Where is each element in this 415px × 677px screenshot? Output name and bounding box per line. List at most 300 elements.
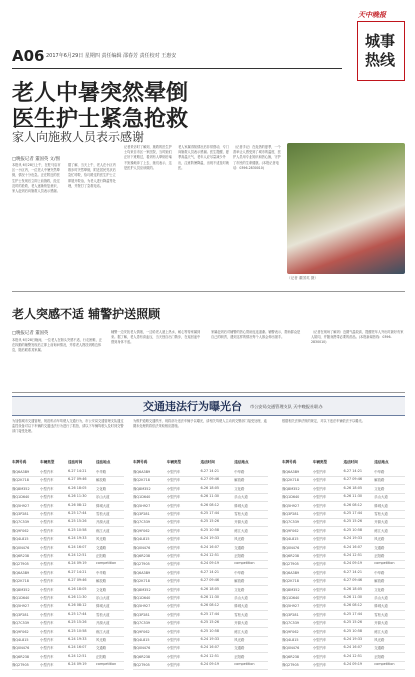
table-cell: 小型汽车 — [312, 554, 327, 558]
table-cell: 文化路 — [96, 486, 107, 491]
table-cell: 乐山大道 — [234, 495, 248, 500]
table-cell: 豫Q7C539 — [282, 621, 300, 626]
table-cell: 雪松大道 — [234, 512, 248, 516]
second-column-3: 家属赶到后对辅警的热心帮助连连道谢。辅警表示，帮助群众是自己的职责，遇到这样的情况每个人都会伸出援手。 — [211, 330, 301, 340]
table-cell: 6-27 09:46 — [343, 578, 363, 583]
table-cell: 乐山大道 — [96, 495, 110, 500]
table-header-cell: 违法时间 — [343, 460, 358, 464]
table-cell: 解放路 — [234, 579, 245, 584]
table-cell: 豫Q4L815 — [12, 537, 29, 542]
table-cell: 豫Q6A3B9 — [282, 570, 300, 575]
table-cell: 小型汽车 — [40, 562, 54, 567]
table-cell: 小型汽车 — [40, 587, 54, 592]
table-cell: 小型汽车 — [166, 579, 181, 584]
table-cell: 小型汽车 — [40, 646, 54, 651]
table-cell: 6-27 14:21 — [200, 569, 220, 574]
table-cell: 豫Q0N476 — [12, 545, 30, 550]
table-cell: 小型汽车 — [40, 486, 54, 491]
table-cell: 小型汽车 — [312, 638, 327, 642]
table-cell: 练江大道 — [234, 629, 248, 634]
violation-table-mid — [133, 460, 268, 670]
table-cell: 6-26 11:30 — [200, 595, 220, 599]
table-cell: 6-26 18:05 — [200, 485, 220, 490]
table-cell: 解放路 — [374, 579, 385, 584]
table-cell: 小型汽车 — [166, 528, 181, 533]
table-cell: 中华路 — [374, 570, 385, 575]
table-cell: 6-24 19:33 — [200, 536, 220, 541]
table-cell: 6-26 11:30 — [68, 595, 87, 599]
table-cell: 豫Q9F062 — [282, 629, 299, 634]
lead-column-3: 记者采访时了解到，施救的医生护士均来自市区一家医院，当时她们正好下班路过，看到有人晕倒后毫不犹豫地冲了上去，她们表示，这是医护人员应该做的。 — [124, 145, 172, 170]
table-cell: 交通路 — [96, 545, 107, 550]
table-cell: 6-26 08:12 — [200, 603, 220, 608]
table-cell: 6-25 15:26 — [68, 620, 87, 625]
table-header-cell: 违法时间 — [200, 460, 215, 464]
table-cell: 豫Q6R238 — [12, 654, 30, 659]
table-cell: 豫Q1D640 — [12, 596, 30, 600]
table-cell: 豫Q1D640 — [133, 495, 151, 500]
table-cell: 开源大道 — [96, 621, 110, 626]
table-cell: 6-24 16:07 — [343, 544, 363, 549]
table-cell: 小型汽车 — [312, 562, 327, 567]
table-cell: 小型汽车 — [40, 579, 54, 584]
lead-byline: □晚报记者 董国英 文/图 — [12, 157, 60, 162]
table-cell: 小型汽车 — [40, 612, 54, 617]
lead-column-5: （记者手记）在炎热的夏季，一个善举让人感受到了城市的温度，医护人员用专业知识和热心肠，守护了市民的生命健康。(本报记者电话：0396-2830010) — [233, 145, 281, 170]
table-cell: 豫Q1D640 — [282, 596, 300, 600]
table-cell: 小型汽车 — [40, 554, 54, 558]
table-cell: 豫Q2T905 — [12, 562, 29, 567]
table-cell: 小型汽车 — [166, 470, 181, 474]
violation-table-right — [282, 460, 405, 670]
table-cell: 6-27 14:21 — [343, 569, 363, 574]
table-cell: 小型汽车 — [166, 587, 181, 592]
table-cell: 小型汽车 — [166, 478, 181, 483]
table-row — [12, 661, 124, 670]
table-cell: 豫Q3P281 — [282, 512, 299, 516]
table-cell: 6-25 10:58 — [200, 628, 220, 633]
table-cell: 6-27 09:46 — [200, 578, 220, 583]
table-cell: 小型汽车 — [40, 503, 54, 508]
table-cell: 6-25 10:58 — [343, 527, 363, 532]
table-cell: 豫Q7C539 — [282, 520, 300, 525]
table-cell: 小型汽车 — [40, 604, 54, 609]
table-cell: 6-25 10:58 — [200, 527, 220, 532]
table-cell: 正阳路 — [374, 554, 385, 558]
table-cell: 豫Q2K718 — [12, 478, 29, 483]
table-cell: 6-25 17:44 — [200, 611, 220, 616]
table-cell: 6-26 08:12 — [68, 603, 87, 608]
table-cell: 6-24 16:07 — [68, 544, 87, 549]
table-cell: 文化路 — [374, 587, 385, 592]
table-cell: 豫Q4L815 — [12, 638, 29, 642]
table-cell: 小型汽车 — [312, 486, 327, 491]
table-cell: 6-25 17:44 — [68, 611, 87, 616]
table-cell: 驿城大道 — [96, 503, 110, 508]
table-cell: 豫Q1D640 — [282, 495, 300, 500]
table-cell: 豫Q2K718 — [282, 478, 299, 483]
table-cell: 6-24 12:51 — [200, 553, 220, 557]
table-cell: 6-25 17:44 — [68, 511, 87, 515]
table-cell: 豫Q9F062 — [133, 528, 150, 533]
violation-intro-mid: 为维护道路交通秩序，现将部分违法车辆予以曝光，请相关驾驶人主动到交警部门接受处理，逾期未处理的将依法采取相应措施。 — [133, 419, 267, 429]
table-cell: 中华路 — [374, 470, 385, 474]
table-cell: 6-24 16:07 — [200, 645, 220, 650]
second-byline: □晚报记者 董国英 — [12, 331, 49, 336]
table-cell: 6-24 09:19 — [343, 561, 363, 566]
table-cell: 豫Q6R238 — [282, 654, 300, 659]
table-cell: 6-26 11:30 — [343, 595, 363, 599]
table-cell: 小型汽车 — [312, 470, 327, 474]
second-column-1: 本报讯 6月28日晚间，一位老人在街头突感不适，行走困难，正在执勤的辅警发现后立即上前询问情况，并将老人搀扶到路边休息，随后联系其家属。 — [12, 338, 102, 353]
table-cell: 交通路 — [234, 646, 245, 651]
table-cell: 开源大道 — [96, 520, 110, 525]
table-cell: 小型汽车 — [312, 604, 327, 609]
table-cell: 正阳路 — [96, 654, 107, 659]
table-cell: 小型汽车 — [166, 570, 181, 575]
table-cell: 小型汽车 — [312, 646, 327, 651]
logo: 天中晚报 — [358, 11, 386, 19]
table-cell: competition — [374, 662, 395, 667]
table-cell: 乐山大道 — [374, 495, 388, 500]
table-cell: 驿城大道 — [374, 604, 388, 609]
table-cell: 6-26 11:30 — [68, 494, 87, 499]
table-cell: 小型汽车 — [40, 495, 54, 500]
table-cell: 豫Q6A3B9 — [12, 470, 30, 474]
table-cell: 6-24 09:19 — [200, 662, 220, 667]
table-cell: 小型汽车 — [312, 478, 327, 483]
table-cell: 驿城大道 — [374, 503, 388, 508]
table-cell: 正阳路 — [234, 554, 245, 558]
lead-column-4: 老人家属得知情况后非常感动，专门向施救人员表示感谢。医生提醒，夏季高温天气，老年人应尽量减少外出，注意防暑降温，出现不适及时就医。 — [178, 145, 229, 170]
table-cell: 小型汽车 — [166, 638, 181, 642]
table-cell: 6-26 11:30 — [200, 494, 220, 499]
table-cell: 文化路 — [234, 486, 245, 491]
table-cell: 6-26 18:05 — [68, 586, 87, 591]
table-cell: 6-24 16:07 — [68, 645, 87, 650]
table-cell: 小型汽车 — [166, 495, 181, 500]
table-cell: 6-24 09:19 — [343, 662, 363, 667]
table-cell: 雪松大道 — [374, 512, 388, 516]
table-cell: 豫Q6R238 — [133, 654, 151, 659]
table-cell: 小型汽车 — [166, 512, 181, 516]
table-cell: 小型汽车 — [312, 495, 327, 500]
table-cell: 6-24 12:51 — [200, 653, 220, 658]
table-header — [282, 460, 405, 466]
table-cell: 6-27 14:21 — [68, 469, 87, 473]
table-cell: 6-25 17:44 — [200, 511, 220, 515]
table-cell: 小型汽车 — [40, 528, 54, 533]
table-cell: 驿城大道 — [96, 604, 110, 609]
table-cell: 小型汽车 — [40, 520, 54, 525]
table-cell: 小型汽车 — [40, 663, 54, 668]
table-cell: 6-24 19:33 — [68, 536, 87, 541]
table-cell: 豫Q5H927 — [282, 604, 300, 609]
table-header-cell: 车辆类型 — [40, 460, 55, 464]
table-cell: 豫Q1D640 — [12, 495, 30, 500]
table-header-cell: 违法地点 — [96, 460, 111, 464]
table-cell: 交通路 — [374, 545, 385, 550]
table-cell: 豫Q8M352 — [12, 587, 30, 592]
table-cell: 小型汽车 — [40, 512, 54, 516]
table-header-cell: 违法地点 — [374, 460, 389, 464]
table-cell: 豫Q6A3B9 — [282, 470, 300, 474]
table-cell: 豫Q5H927 — [133, 604, 151, 609]
table-cell: 小型汽车 — [40, 478, 54, 483]
table-cell: 6-24 12:51 — [343, 653, 363, 658]
violation-intro-left: 为加强城市交通管理，规范机动车驾驶人交通行为，市公安局交通管理支队通过监控设备对以下车辆的交通违法行为进行了抓拍，请以下车辆驾驶人及时到交警部门接受处理。 — [12, 419, 124, 434]
table-cell: 6-26 11:30 — [343, 494, 363, 499]
lead-column-1: 本报讯 6月28日上午，在驻马店市区一小区内，一位老人中暑突然晕倒，情况十分危急。正在附近的医生护士发现后立即上前施救，经过及时的抢救，老人逐渐恢复意识，家人赶到后向施救人员表示感谢。 — [12, 163, 61, 194]
table-cell: 小型汽车 — [312, 512, 327, 516]
table-cell: 豫Q6R238 — [282, 554, 300, 558]
table-cell: 6-27 14:21 — [68, 569, 87, 574]
table-cell: 练江大道 — [96, 528, 110, 533]
table-cell: 豫Q3P281 — [133, 612, 150, 617]
table-cell: 豫Q5H927 — [282, 503, 300, 508]
table-cell: 小型汽车 — [312, 520, 327, 525]
table-cell: 6-26 18:05 — [68, 485, 87, 490]
table-cell: 交通路 — [96, 646, 107, 651]
table-cell: 6-25 15:26 — [343, 519, 363, 524]
table-cell: 豫Q2T905 — [133, 663, 150, 668]
table-cell: 乐山大道 — [374, 596, 388, 600]
table-cell: 小型汽车 — [166, 663, 181, 668]
table-cell: competition — [234, 561, 255, 566]
table-cell: 交通路 — [374, 646, 385, 651]
table-header-cell: 车牌号码 — [282, 460, 297, 464]
section-title: 城事热线 — [364, 32, 395, 69]
table-cell: 雪松大道 — [96, 512, 110, 516]
table-cell: 小型汽车 — [312, 612, 327, 617]
divider-2 — [12, 392, 405, 393]
table-cell: 豫Q6A3B9 — [12, 570, 30, 575]
table-header-cell: 车牌号码 — [133, 460, 148, 464]
table-cell: 文化路 — [96, 587, 107, 592]
table-cell: 小型汽车 — [312, 654, 327, 659]
table-cell: 豫Q0N476 — [282, 545, 300, 550]
table-cell: 小型汽车 — [166, 621, 181, 626]
table-cell: 豫Q7C539 — [133, 520, 151, 525]
table-cell: 小型汽车 — [166, 562, 181, 567]
table-cell: competition — [374, 561, 395, 566]
table-cell: 豫Q3P281 — [282, 612, 299, 617]
table-cell: 豫Q6R238 — [133, 554, 151, 558]
table-cell: 小型汽车 — [166, 537, 181, 542]
table-cell: 6-24 09:19 — [68, 561, 87, 566]
lead-column-2: 据了解，当天上午，老人在小区内散步时突然晕倒，附近居民见状后急忙呼救，恰巧路过的医生护士立即展开救治，为老人进行降温等处理，并拨打了急救电话。 — [68, 163, 116, 188]
table-cell: competition — [96, 662, 117, 667]
table-cell: 6-24 09:19 — [68, 662, 87, 667]
table-cell: 6-25 15:26 — [343, 620, 363, 625]
table-cell: 豫Q6R238 — [12, 554, 30, 558]
table-cell: 小型汽车 — [312, 629, 327, 634]
table-cell: 小型汽车 — [40, 621, 54, 626]
table-cell: 文化路 — [234, 587, 245, 592]
table-cell: 6-26 18:05 — [343, 485, 363, 490]
table-cell: 小型汽车 — [40, 570, 54, 575]
violation-banner-title: 交通违法行为曝光台 — [143, 400, 242, 413]
table-cell: 豫Q6A3B9 — [133, 570, 151, 575]
photo-caption: （记者 董国英 摄） — [287, 276, 319, 280]
table-cell: 练江大道 — [374, 629, 388, 634]
table-cell: 开源大道 — [374, 520, 388, 525]
table-header-cell: 违法时间 — [68, 460, 83, 464]
table-cell: 豫Q2T905 — [282, 562, 299, 567]
table-header — [12, 460, 124, 466]
table-cell: 6-27 09:46 — [200, 477, 220, 482]
table-cell: 交通路 — [234, 545, 245, 550]
table-row — [282, 661, 405, 670]
table-cell: 6-24 12:51 — [68, 553, 87, 557]
violation-table-left — [12, 460, 124, 670]
table-cell: 小型汽车 — [166, 554, 181, 558]
table-cell: 小型汽车 — [166, 629, 181, 634]
second-column-4: （记者在现场了解到）近期气温较高，提醒老年人外出时最好有家人陪同，并随身携带必要的药品。(本报新闻热线：0396-2830010) — [311, 330, 404, 345]
table-cell: 小型汽车 — [40, 596, 54, 600]
table-cell: 豫Q9F062 — [12, 528, 29, 533]
table-cell: 豫Q9F062 — [133, 629, 150, 634]
table-cell: 6-25 10:58 — [343, 628, 363, 633]
table-cell: 小型汽车 — [166, 654, 181, 659]
lead-headline-1: 老人中暑突然晕倒 — [12, 81, 189, 106]
table-cell: 豫Q1D640 — [133, 596, 151, 600]
table-cell: 豫Q2T905 — [133, 562, 150, 567]
table-cell: 6-26 08:12 — [68, 502, 87, 507]
table-cell: 开源大道 — [234, 621, 248, 626]
table-cell: 6-27 09:46 — [343, 477, 363, 482]
table-header-cell: 车辆类型 — [166, 460, 182, 464]
table-cell: 练江大道 — [234, 528, 248, 533]
table-cell: 6-25 10:58 — [68, 628, 87, 633]
table-cell: 6-26 18:05 — [200, 586, 220, 591]
table-cell: 雪松大道 — [374, 612, 388, 617]
page-number: A06 — [12, 47, 45, 65]
table-cell: 豫Q0N476 — [282, 646, 300, 651]
table-cell: 小型汽车 — [40, 537, 54, 542]
table-cell: 小型汽车 — [166, 596, 181, 600]
table-cell: 风光路 — [234, 537, 245, 542]
table-cell: 豫Q2K718 — [133, 579, 150, 584]
table-cell: 豫Q9F062 — [12, 629, 29, 634]
table-cell: 小型汽车 — [312, 545, 327, 550]
table-cell: 豫Q4L815 — [133, 638, 150, 642]
table-cell: 豫Q8M352 — [133, 587, 151, 592]
table-cell: 小型汽车 — [166, 503, 181, 508]
table-cell: 豫Q2K718 — [133, 478, 150, 483]
table-cell: 6-25 15:26 — [68, 519, 87, 524]
table-cell: 豫Q4L815 — [282, 638, 299, 642]
table-cell: 乐山大道 — [96, 596, 110, 600]
table-cell: 正阳路 — [234, 654, 245, 659]
table-cell: 豫Q0N476 — [133, 545, 151, 550]
table-cell: 小型汽车 — [312, 587, 327, 592]
table-cell: 6-24 16:07 — [343, 645, 363, 650]
table-cell: 风光路 — [96, 638, 107, 642]
table-cell: 豫Q4L815 — [282, 537, 299, 542]
table-cell: 6-26 18:05 — [343, 586, 363, 591]
table-cell: 解放路 — [374, 478, 385, 483]
table-cell: 豫Q3P281 — [12, 512, 29, 516]
header-rule — [12, 68, 342, 69]
table-cell: 豫Q5H927 — [12, 604, 30, 609]
table-cell: 小型汽车 — [40, 470, 54, 474]
table-cell: 驿城大道 — [234, 604, 248, 609]
table-cell: 中华路 — [234, 470, 245, 474]
table-cell: 小型汽车 — [40, 638, 54, 642]
table-cell: 小型汽车 — [40, 545, 54, 550]
table-cell: 6-27 14:21 — [200, 469, 220, 473]
table-cell: 解放路 — [234, 478, 245, 483]
table-cell: 6-24 19:33 — [200, 637, 220, 641]
table-cell: 豫Q3P281 — [12, 612, 29, 617]
table-cell: 豫Q5H927 — [12, 503, 30, 508]
lead-photo — [287, 143, 405, 274]
table-cell: 雪松大道 — [234, 612, 248, 617]
table-cell: 小型汽车 — [166, 486, 181, 491]
table-cell: 豫Q2K718 — [12, 579, 29, 584]
table-cell: 小型汽车 — [312, 570, 327, 575]
table-cell: 小型汽车 — [166, 545, 181, 550]
table-cell: 小型汽车 — [166, 646, 181, 651]
table-cell: 小型汽车 — [312, 621, 327, 626]
table-cell: 小型汽车 — [166, 612, 181, 617]
table-cell: 风光路 — [234, 638, 245, 642]
table-cell: 6-26 08:12 — [200, 502, 220, 507]
table-header — [133, 460, 268, 466]
table-cell: 豫Q7C539 — [12, 621, 30, 626]
table-cell: 乐山大道 — [234, 596, 248, 600]
lead-subheadline: 家人向施救人员表示感谢 — [12, 130, 145, 144]
table-cell: 风光路 — [374, 537, 385, 542]
table-cell: 解放路 — [96, 579, 107, 584]
table-cell: 练江大道 — [374, 528, 388, 533]
table-cell: 小型汽车 — [166, 604, 181, 609]
table-cell: 解放路 — [96, 478, 107, 483]
table-cell: 风光路 — [96, 537, 107, 542]
table-cell: 正阳路 — [96, 554, 107, 558]
table-cell: 6-24 09:19 — [200, 561, 220, 566]
table-cell: 豫Q5H927 — [133, 503, 151, 508]
table-cell: 开源大道 — [234, 520, 248, 525]
table-cell: 驿城大道 — [234, 503, 248, 508]
table-cell: 豫Q3P281 — [133, 512, 150, 516]
table-cell: 6-24 19:33 — [343, 637, 363, 641]
table-cell: 6-24 19:33 — [68, 637, 87, 641]
table-cell: 豫Q2T905 — [12, 663, 29, 668]
table-cell: 6-25 15:26 — [200, 620, 220, 625]
table-cell: 中华路 — [96, 470, 107, 474]
table-cell: 小型汽车 — [312, 537, 327, 542]
table-cell: 豫Q8M352 — [282, 486, 300, 491]
table-cell: 小型汽车 — [312, 596, 327, 600]
table-cell: 6-27 14:21 — [343, 469, 363, 473]
table-cell: 6-26 08:12 — [343, 502, 363, 507]
table-header-cell: 车牌号码 — [12, 460, 27, 464]
table-cell: 豫Q8M352 — [12, 486, 30, 491]
table-cell: 小型汽车 — [40, 629, 54, 634]
table-cell: 6-27 09:46 — [68, 578, 87, 583]
table-cell: 豫Q8M352 — [133, 486, 151, 491]
table-cell: 风光路 — [374, 638, 385, 642]
table-cell: 豫Q2T905 — [282, 663, 299, 668]
table-cell: 豫Q8M352 — [282, 587, 300, 592]
table-cell: 小型汽车 — [312, 579, 327, 584]
violation-source: 市公安局交通管理支队 天中晚报社联办 — [250, 404, 323, 409]
table-cell: 开源大道 — [374, 621, 388, 626]
table-cell: 6-26 08:12 — [343, 603, 363, 608]
table-header-cell: 违法地点 — [234, 460, 249, 464]
